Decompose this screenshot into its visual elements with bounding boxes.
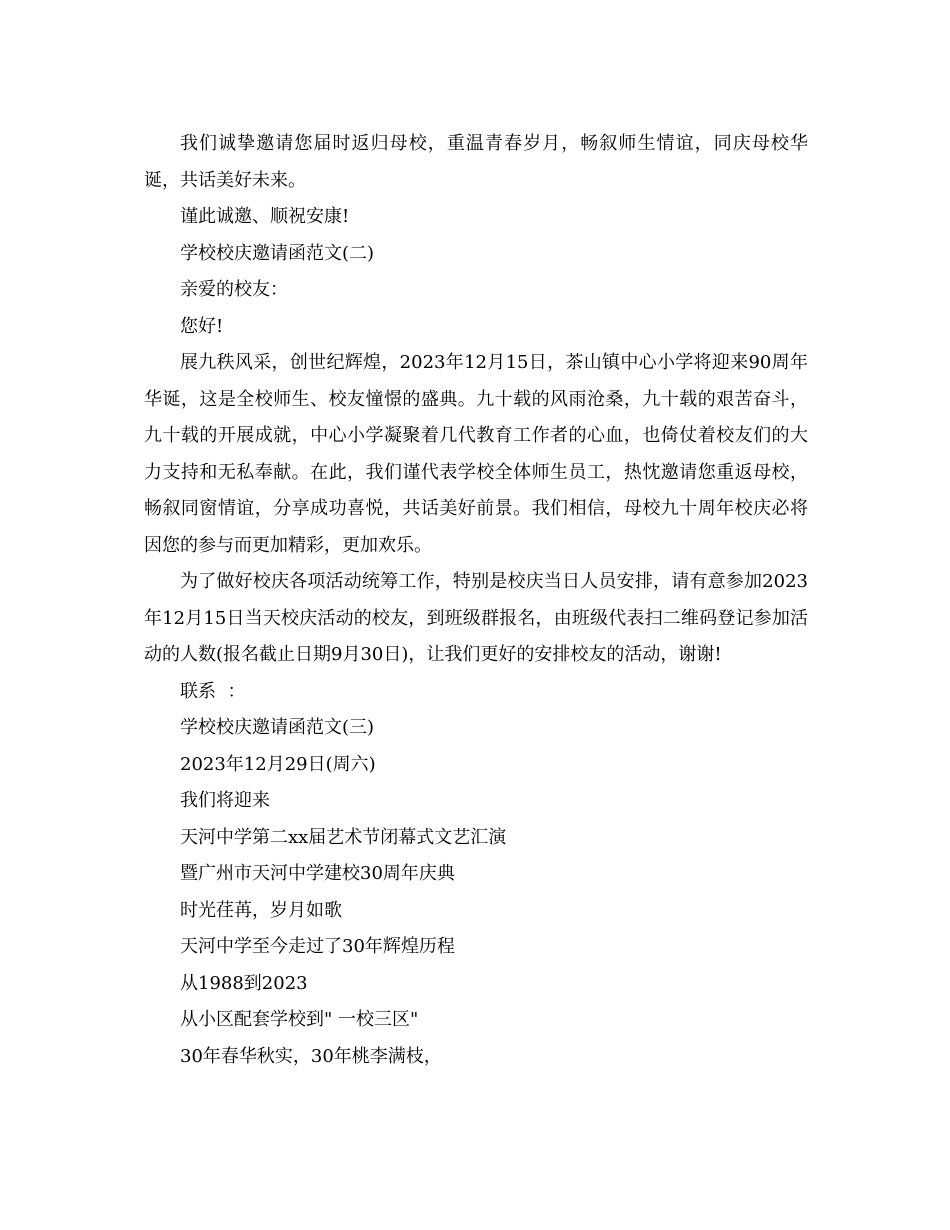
paragraph: 从1988到2023 [180, 972, 308, 994]
section-heading: 学校校庆邀请函范文(三) [180, 717, 375, 738]
greeting: 您好! [180, 315, 224, 337]
paragraph: 我们将迎来 [180, 790, 270, 811]
paragraph: 时光荏苒，岁月如歌 [180, 899, 342, 921]
contact-line: 联系 ： [180, 680, 246, 702]
paragraph: 30年春华秋实，30年桃李满枝， [180, 1045, 442, 1067]
paragraph: 我们诚挚邀请您届时返归母校，重温青春岁月，畅叙师生情谊，同庆母校华诞，共话美好未来。 [144, 133, 808, 191]
section-heading: 学校校庆邀请函范文(二) [180, 242, 375, 264]
paragraph: 天河中学至今走过了30年辉煌历程 [180, 936, 455, 957]
paragraph: 谨此诚邀、顺祝安康! [180, 206, 350, 227]
document-body [144, 126, 808, 1075]
paragraph: 展九秩风采，创世纪辉煌，2023年12月15日，茶山镇中心小学将迎来90周年华诞，这是全校师生、校友憧憬的盛典。九十载的风雨沧桑，九十载的艰苦奋斗，九十载的开展成就，中心小学凝聚着几代教育工作者的心血，也倚仗着校友们的大力支持和无私奉献。在此，我们谨代表学校全体师生员工，热忱邀请您重返母校，畅叙同窗情谊，分享成功喜悦，共话美好前景。我们相信，母校九十周年校庆必将因您的参与而更加精彩，更加欢乐。 [144, 352, 808, 556]
paragraph: 天河中学第二xx届艺术节闭幕式文艺汇演 [180, 826, 507, 848]
date-line: 2023年12月29日(周六) [180, 753, 376, 775]
salutation: 亲爱的校友： [180, 279, 288, 300]
paragraph: 从小区配套学校到" 一校三区" [180, 1009, 419, 1030]
paragraph: 为了做好校庆各项活动统筹工作，特别是校庆当日人员安排，请有意参加2023年12月15日当天校庆活动的校友，到班级群报名，由班级代表扫二维码登记参加活动的人数(报名截止日期9月30日)，让我们更好的安排校友的活动，谢谢! [144, 571, 808, 665]
paragraph: 暨广州市天河中学建校30周年庆典 [180, 863, 455, 884]
